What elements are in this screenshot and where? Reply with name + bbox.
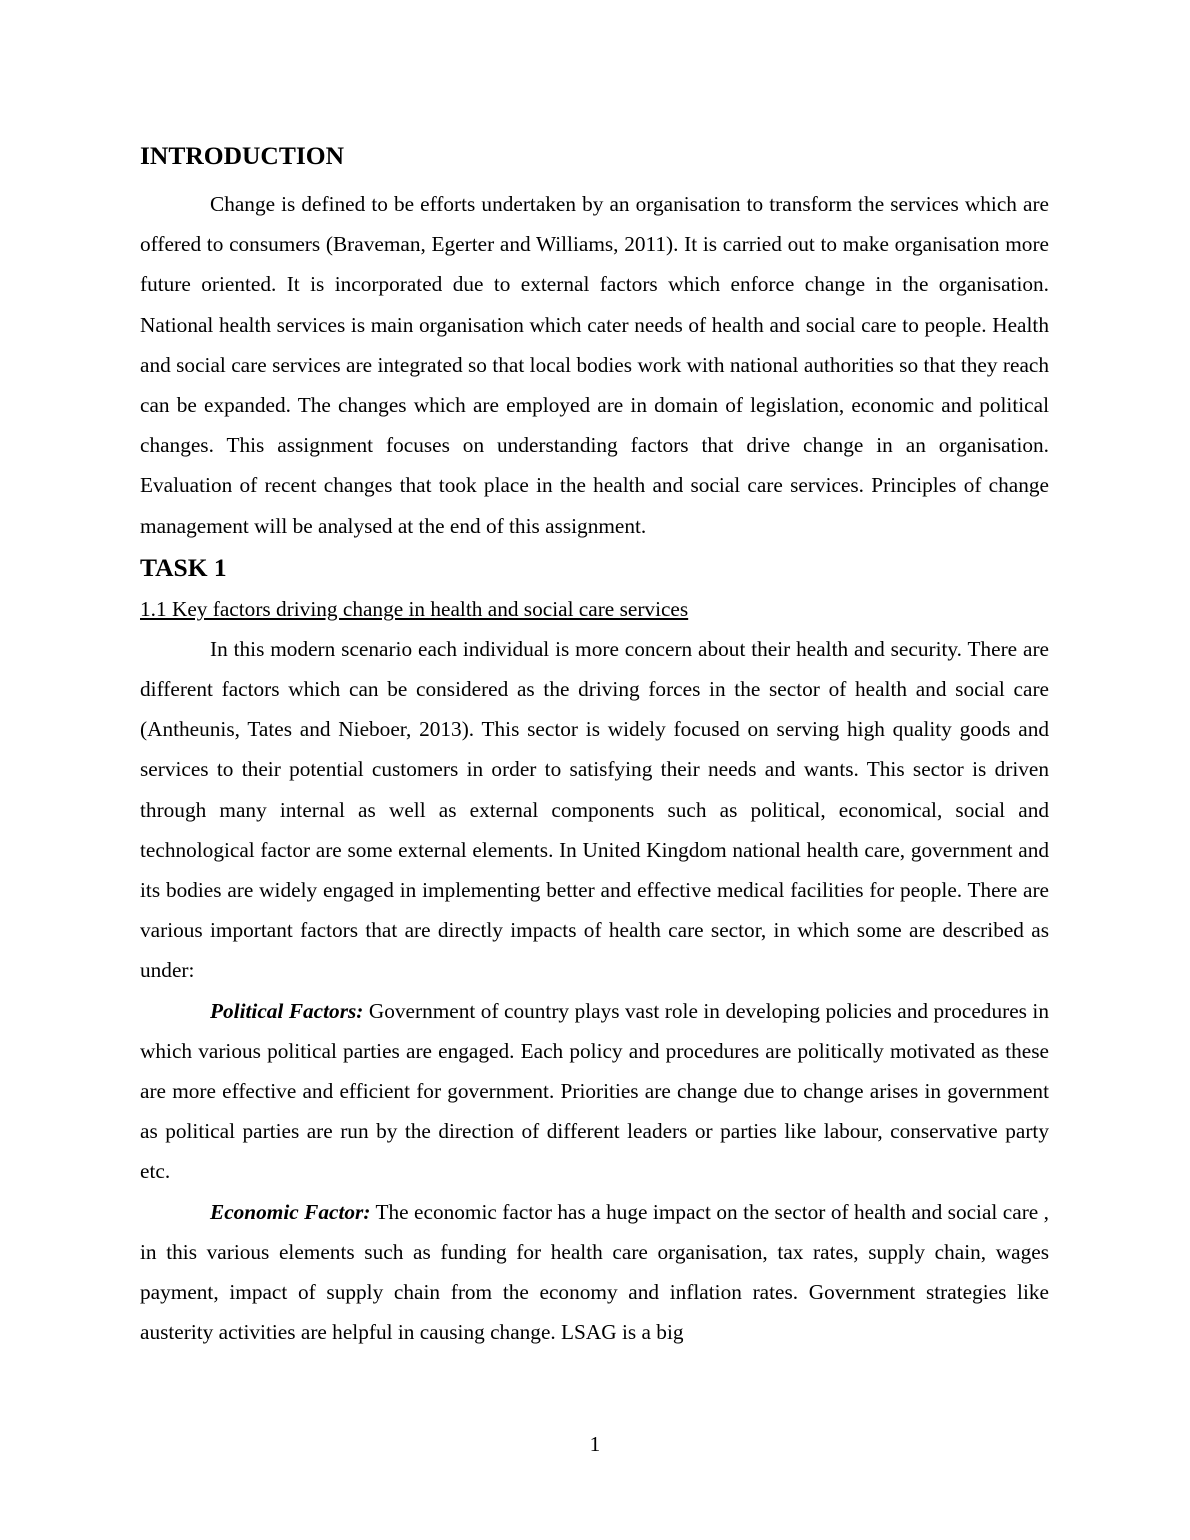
document-page bbox=[140, 138, 1049, 1352]
page-number: 1 bbox=[589, 1432, 601, 1456]
task-1-paragraph: In this modern scenario each individual is more concern about their health and security. There are different factors which can be considered as the driving forces in the sector of health and social care (Antheunis, Tates and Nieboer, 2013). This sector is widely focused on serving high quality goods and services to their potential customers in order to satisfying their needs and wants. This sector is driven through many internal as well as external components such as political, economical, social and technological factor are some external elements. In United Kingdom national health care, government and its bodies are widely engaged in implementing better and effective medical facilities for people. There are various important factors that are directly impacts of health care sector, in which some are described as under: bbox=[140, 636, 1049, 983]
economic-factor-paragraph bbox=[140, 1192, 1049, 1353]
economic-factor-text: The economic factor has a huge impact on the sector of health and social care , in this various elements such as funding for health care organisation, tax rates, supply chain, wages payment, impact of supply chain from the economy and inflation rates. Government strategies like austerity activities are helpful in causing change. LSAG is a big bbox=[140, 1199, 1050, 1345]
introduction-heading: INTRODUCTION bbox=[140, 141, 345, 170]
economic-factor-label: Economic Factor: bbox=[210, 1199, 371, 1224]
political-factors-text: Government of country plays vast role in developing policies and procedures in which various political parties are engaged. Each policy and procedures are politically motivated as these are more effective and efficient for government. Priorities are change due to change arises in government as political parties are run by the direction of different leaders or parties like labour, conservative party etc. bbox=[140, 998, 1049, 1184]
political-factors-paragraph bbox=[140, 991, 1049, 1192]
section-1-1-subheading: 1.1 Key factors driving change in health and social care services bbox=[140, 596, 689, 621]
introduction-paragraph: Change is defined to be efforts undertaken by an organisation to transform the services which are offered to consumers (Braveman, Egerter and Williams, 2011). It is carried out to make organisation more future oriented. It is incorporated due to external factors which enforce change in the organisation. National health services is main organisation which cater needs of health and social care to people. Health and social care services are integrated so that local bodies work with national authorities so that they reach can be expanded. The changes which are employed are in domain of legislation, economic and political changes. This assignment focuses on understanding factors that drive change in an organisation. Evaluation of recent changes that took place in the health and social care services. Principles of change management will be analysed at the end of this assignment. bbox=[140, 192, 1049, 538]
political-factors-label: Political Factors: bbox=[210, 998, 364, 1023]
task-1-heading: TASK 1 bbox=[140, 552, 227, 582]
